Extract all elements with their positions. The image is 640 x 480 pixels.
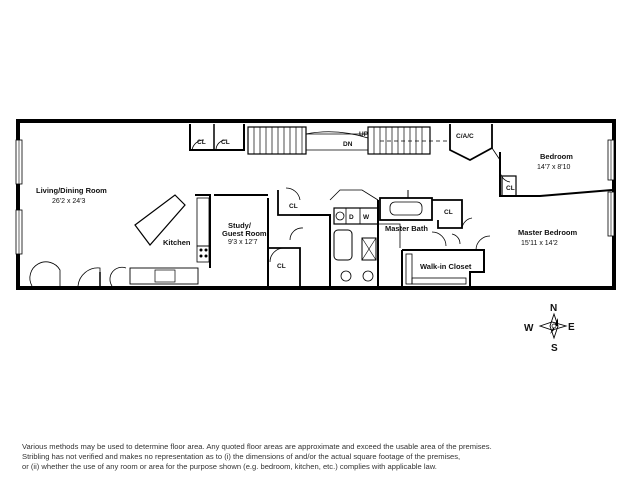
compass-rose <box>524 303 575 354</box>
master-bedroom-label: Master Bedroom <box>518 228 578 237</box>
closet-top-left <box>190 124 244 150</box>
compass-north: N <box>550 303 558 314</box>
bedroom-label: Bedroom <box>540 152 573 161</box>
living-room-label: Living/Dining Room <box>36 186 107 195</box>
compass-west: W <box>524 323 534 334</box>
closet-label: CL <box>289 203 298 210</box>
closet-label: CL <box>221 139 230 146</box>
disclaimer-line: Various methods may be used to determine floor area. Any quoted floor areas are approximate and exceed the usable area of the premises. <box>22 442 492 451</box>
stairs-up-label: UP <box>359 131 369 138</box>
kitchen-label: Kitchen <box>163 238 191 247</box>
study-label-line1: Study/ <box>228 221 251 230</box>
exterior-wall <box>18 121 614 288</box>
cac-closet <box>450 124 500 160</box>
master-bedroom-dimensions: 15'11 x 14'2 <box>521 240 558 247</box>
cac-label: C/A/C <box>456 133 474 140</box>
compass-south: S <box>551 343 558 354</box>
bedroom-dimensions: 14'7 x 8'10 <box>537 164 571 171</box>
entry-area <box>30 262 126 286</box>
walk-in-closet-label: Walk-in Closet <box>420 262 472 271</box>
closet-label: CL <box>444 209 453 216</box>
disclaimer-line: or (ii) whether the use of any room or area for the purpose shown (e.g. bedroom, kitchen, etc.) complies with applicable law. <box>22 462 437 471</box>
dryer-label: D <box>349 214 354 221</box>
living-room-dimensions: 26'2 x 24'3 <box>52 198 86 205</box>
study-label-line2: Guest Room <box>222 229 267 238</box>
disclaimer-line: Stribling has not verified and makes no representation as to (i) the dimensions of and/or the actual square footage of the premises, <box>22 452 461 461</box>
washer-label: W <box>363 214 370 221</box>
master-bath-label: Master Bath <box>385 224 428 233</box>
disclaimer <box>22 442 622 472</box>
closet-label: CL <box>506 185 515 192</box>
compass-east: E <box>568 322 575 333</box>
closet-label: CL <box>197 139 206 146</box>
study-dimensions: 9'3 x 12'7 <box>228 239 258 246</box>
closet-label: CL <box>277 263 286 270</box>
stairs-down-label: DN <box>343 141 353 148</box>
